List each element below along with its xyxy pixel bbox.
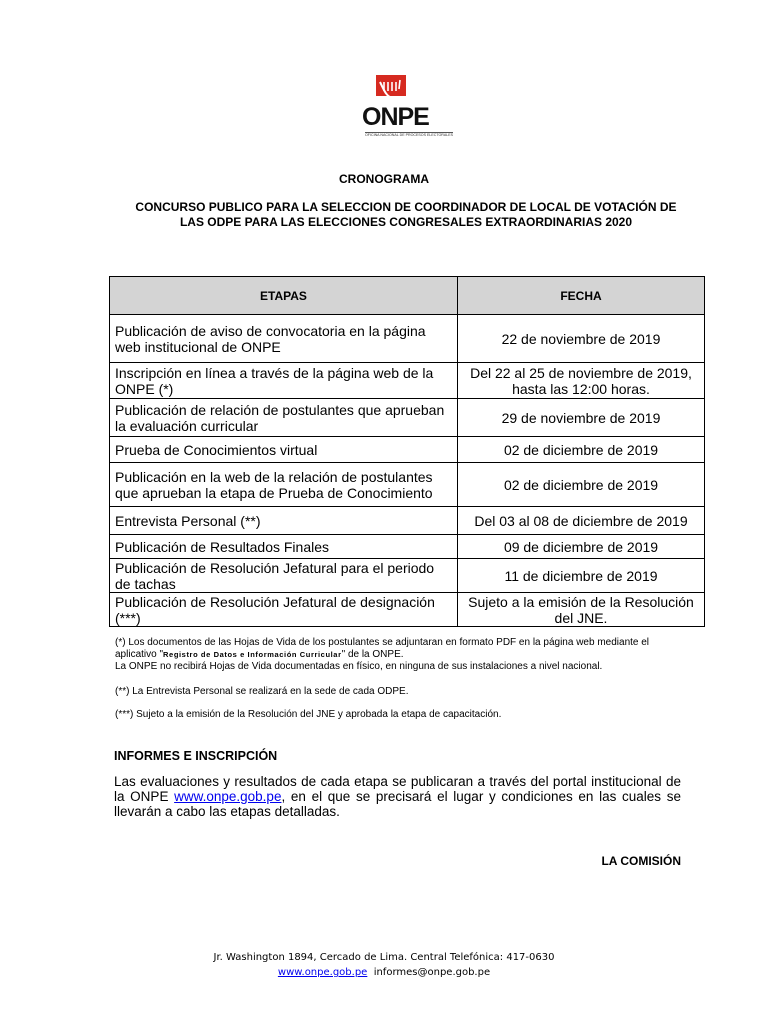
- date-cell: 22 de noviembre de 2019: [458, 315, 705, 363]
- table-row: [110, 535, 705, 559]
- table-row: [110, 437, 705, 463]
- page-title: CRONOGRAMA: [339, 172, 429, 186]
- contest-title: [100, 200, 712, 230]
- contest-title-line1: CONCURSO PUBLICO PARA LA SELECCION DE COORDINADOR DE LOCAL DE VOTACIÓN DE: [135, 200, 677, 214]
- onpe-ballot-icon: [370, 72, 412, 106]
- footnote-1-suffix: " de la ONPE.: [341, 649, 404, 660]
- date-cell: 02 de diciembre de 2019: [458, 463, 705, 507]
- table-row: [110, 463, 705, 507]
- table-row: [110, 315, 705, 363]
- date-cell: 09 de diciembre de 2019: [458, 535, 705, 559]
- stage-cell: Inscripción en línea a través de la página web de la ONPE (*): [110, 363, 458, 399]
- date-cell: 11 de diciembre de 2019: [458, 559, 705, 593]
- stage-cell: Publicación de relación de postulantes que aprueban la evaluación curricular: [110, 399, 458, 437]
- stage-cell: Publicación de Resolución Jefatural de designación (***): [110, 593, 458, 627]
- footnote-1-app-name: Registro de Datos e Información Curricular: [163, 650, 342, 659]
- table-row: [110, 593, 705, 627]
- stage-cell: Prueba de Conocimientos virtual: [110, 437, 458, 463]
- footnote-1-line1: (*) Los documentos de las Hojas de Vida de los postulantes se adjuntaran en formato PDF en la página web mediante el: [115, 637, 650, 648]
- onpe-logo: [362, 72, 470, 140]
- stage-cell: Publicación de Resolución Jefatural para el periodo de tachas: [110, 559, 458, 593]
- logo-subtitle: OFICINA NACIONAL DE PROCESOS ELECTORALES: [365, 133, 454, 137]
- table-row: [110, 507, 705, 535]
- table-row: [110, 559, 705, 593]
- table-header-row: [110, 277, 705, 315]
- info-text-end: , en el que se precisará el lugar y condiciones en las cuales se llevarán a cabo las etapas detalladas.: [114, 789, 681, 819]
- info-text-start: Las evaluaciones y resultados de cada etapa se publicaran a través del portal institucional de la ONPE: [114, 774, 681, 804]
- logo-wordmark: ONPE: [362, 103, 429, 131]
- date-cell: Del 03 al 08 de diciembre de 2019: [458, 507, 705, 535]
- contest-title-line2: LAS ODPE PARA LAS ELECCIONES CONGRESALES EXTRAORDINARIAS 2020: [179, 215, 633, 229]
- stage-cell: Publicación en la web de la relación de postulantes que aprueban la etapa de Prueba de Conocimiento: [110, 463, 458, 507]
- signature: LA COMISIÓN: [601, 854, 681, 868]
- date-cell: 02 de diciembre de 2019: [458, 437, 705, 463]
- stage-cell: Publicación de Resultados Finales: [110, 535, 458, 559]
- date-cell: 29 de noviembre de 2019: [458, 399, 705, 437]
- onpe-website-link[interactable]: www.onpe.gob.pe: [174, 789, 282, 804]
- table-row: [110, 399, 705, 437]
- footer-email[interactable]: informes@onpe.gob.pe: [373, 967, 491, 978]
- header-date: FECHA: [458, 277, 705, 315]
- footnote-2: (**) La Entrevista Personal se realizará en la sede de cada ODPE.: [115, 686, 409, 697]
- info-paragraph: [114, 774, 681, 819]
- schedule-table: [109, 276, 705, 627]
- stage-cell: Publicación de aviso de convocatoria en la página web institucional de ONPE: [110, 315, 458, 363]
- stage-cell: Entrevista Personal (**): [110, 507, 458, 535]
- date-cell: Sujeto a la emisión de la Resolución del JNE.: [458, 593, 705, 627]
- info-heading: INFORMES E INSCRIPCIÓN: [114, 749, 278, 763]
- footnote-1: [115, 637, 715, 673]
- footer-contact: [0, 967, 768, 978]
- footer-website-link[interactable]: www.onpe.gob.pe: [277, 967, 368, 978]
- footnote-1-line3: La ONPE no recibirá Hojas de Vida documentadas en físico, en ninguna de sus instalaciones a nivel nacional.: [115, 661, 603, 672]
- date-cell: Del 22 al 25 de noviembre de 2019, hasta las 12:00 horas.: [458, 363, 705, 399]
- footer-address: Jr. Washington 1894, Cercado de Lima. Central Telefónica: 417-0630: [213, 952, 555, 963]
- header-stages: ETAPAS: [110, 277, 458, 315]
- table-row: [110, 363, 705, 399]
- footnote-1-prefix: aplicativo ": [115, 649, 164, 660]
- footnote-3: (***) Sujeto a la emisión de la Resolución del JNE y aprobada la etapa de capacitación.: [115, 709, 502, 720]
